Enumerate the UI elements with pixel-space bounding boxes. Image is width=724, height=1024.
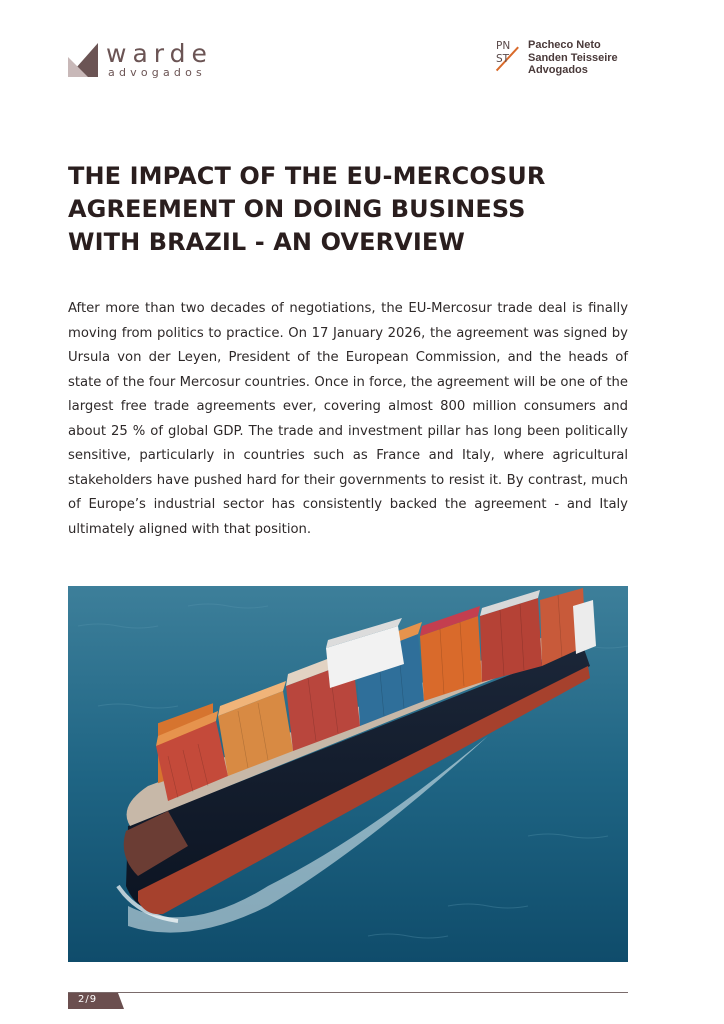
article-title-line-2: AGREEMENT ON DOING BUSINESS: [68, 195, 526, 223]
container-ship-photo: [68, 586, 628, 962]
article-title: [68, 160, 628, 259]
pnst-monogram-top: PN: [496, 40, 511, 52]
pnst-logo: [484, 40, 654, 80]
warde-logo-subtitle: advogados: [108, 66, 206, 79]
article-body: After more than two decades of negotiations, the EU-Mercosur trade deal is finally moving from politics to practice. On 17 January 2026, the agreement was signed by Ursula von der Leyen, President of the European Commission, and the heads of state of the four Mercosur countries. Once in force, the agreement will be one of the largest free trade agreements ever, covering almost 800 million consumers and about 25 % of global GDP. The trade and investment pillar has long been politically sensitive, particularly in countries such as France and Italy, where agricultural stakeholders have pushed hard for their governments to resist it. By contrast, much of Europe’s industrial sector has consistently backed the agreement - and Italy ultimately aligned with that position.: [68, 301, 628, 537]
page-number-tag: [68, 993, 124, 1009]
warde-logo: [68, 41, 238, 81]
footer-rule: [68, 992, 628, 993]
warde-logo-name: warde: [106, 39, 213, 68]
page-number: 2/9: [78, 994, 98, 1005]
article-title-line-3: WITH BRAZIL - AN OVERVIEW: [68, 228, 465, 256]
warde-logo-icon: [68, 43, 100, 77]
pnst-logo-text: [528, 39, 618, 77]
container-ship-illustration: [68, 586, 628, 962]
article-title-line-1: THE IMPACT OF THE EU-MERCOSUR: [68, 162, 546, 190]
pnst-line-2: Sanden Teisseire: [528, 51, 618, 64]
pnst-line-3: Advogados: [528, 64, 588, 76]
pnst-monogram-bottom: ST: [496, 53, 510, 65]
pnst-line-1: Pacheco Neto: [528, 39, 601, 51]
